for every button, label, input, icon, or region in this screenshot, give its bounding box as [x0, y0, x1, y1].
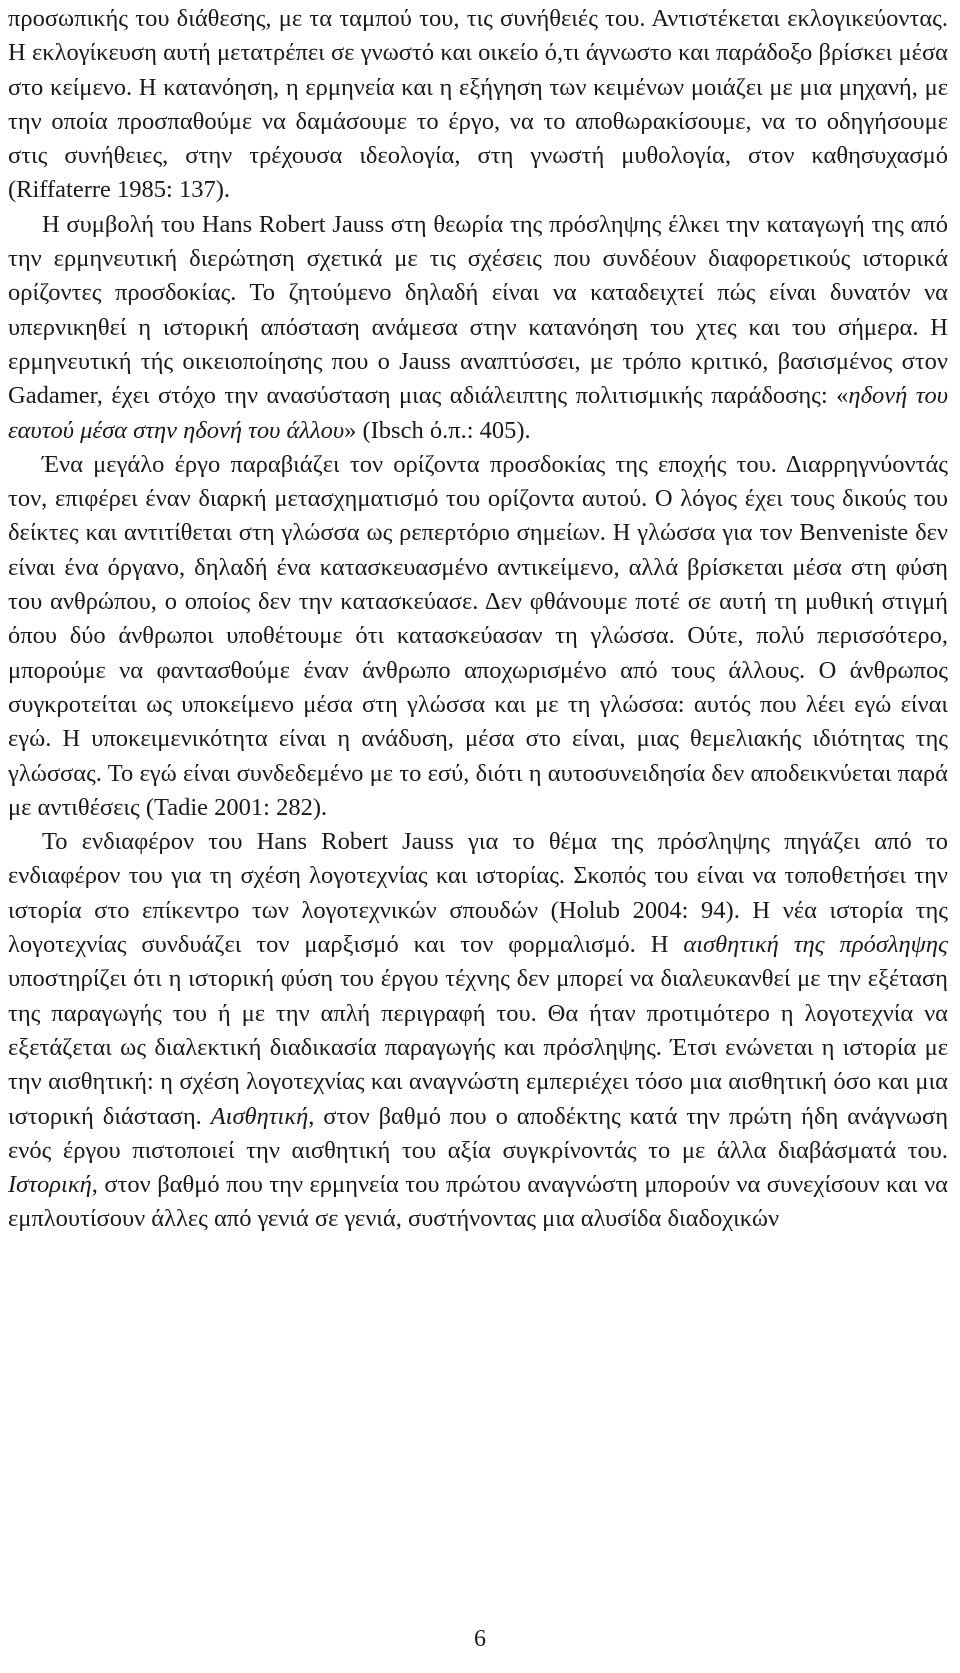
- paragraph-text: , στον βαθμό που ο αποδέκτης κατά την πρώτη ήδη ανάγνωση ενός έργου πιστοποιεί την αισθητική του αξία συγκρίνοντάς το με άλλα διαβάσματά του.: [8, 1102, 949, 1164]
- italic-term: αισθητική της πρόσληψης: [683, 931, 948, 959]
- paragraph-text: Το ενδιαφέρον του Hans Robert Jauss για το θέμα της πρόσληψης πηγάζει από το ενδιαφέρον του για τη σχέση λογοτεχνίας και ιστορίας. Σκοπός του είναι να τοποθετήσει την ιστορία στο επίκεντρο των λογοτεχνικών σπουδών (Holub 2004: 94). Η νέα ιστορία της λογοτεχνίας συνδυάζει τον μαρξισμό και τον φορμαλισμό. Η: [8, 828, 948, 959]
- paragraph-text: υποστηρίζει ότι η ιστορική φύση του έργου τέχνης δεν μπορεί να διαλευκανθεί με την εξέταση της παραγωγής του ή με την απλή περιγραφή του. Θα ήταν προτιμότερο η λογοτεχνία να εξετάζεται ως διαλεκτική διαδικασία παραγωγής και πρόσληψης. Έτσι ενώνεται η ιστορία με την αισθητική: η σχέση λογοτεχνίας και αναγνώστη εμπεριέχει τόσο μια αισθητική όσο και μια ιστορική διάσταση.: [8, 965, 948, 1130]
- italic-term: Αισθητική: [210, 1102, 309, 1130]
- paragraph-text: » (Ibsch ό.π.: 405).: [344, 416, 531, 444]
- page-number: 6: [474, 1626, 486, 1652]
- paragraph-1: [8, 2, 948, 208]
- paragraph-2: [8, 208, 948, 448]
- italic-term: Ιστορική: [8, 1171, 92, 1199]
- paragraph-text: , στον βαθμό που την ερμηνεία του πρώτου αναγνώστη μπορούν να συνεχίσουν και να εμπλουτίσουν άλλες από γενιά σε γενιά, συστήνοντας μια αλυσίδα διαδοχικών: [8, 1171, 948, 1233]
- paragraph-4: [8, 825, 948, 1237]
- paragraph-text: Η συμβολή του Hans Robert Jauss στη θεωρία της πρόσληψης έλκει την καταγωγή της από την ερμηνευτική διερώτηση σχετικά με τις σχέσεις που συνδέουν διαφορετικούς ιστορικά ορίζοντες προσδοκίας. Το ζητούμενο δηλαδή είναι να καταδειχτεί πώς είναι δυνατόν να υπερνικηθεί η ιστορική απόσταση ανάμεσα στην κατανόηση του χτες και του σήμερα. Η ερμηνευτική τής οικειοποίησης που ο Jauss αναπτύσσει, με τρόπο κριτικό, βασισμένος στον Gadamer, έχει στόχο την ανασύσταση μιας αδιάλειπτης πολιτισμικής παράδοσης: «: [8, 210, 948, 410]
- paragraph-3: [8, 448, 948, 825]
- italic-quote: ηδονή του εαυτού μέσα στην ηδονή του άλλου: [8, 382, 948, 444]
- body-text: [8, 2, 948, 1237]
- paragraph-text: προσωπικής του διάθεσης, με τα ταμπού του, τις συνήθειές του. Αντιστέκεται εκλογικεύοντας. Η εκλογίκευση αυτή μετατρέπει σε γνωστό και οικείο ό,τι άγνωστο και παράδοξο βρίσκει μέσα στο κείμενο. Η κατανόηση, η ερμηνεία και η εξήγηση των κειμένων μοιάζει με μια μηχανή, με την οποία προσπαθούμε να δαμάσουμε το έργο, να το αποθωρακίσουμε, να το οδηγήσουμε στις συνήθειες, στην τρέχουσα ιδεολογία, στη γνωστή μυθολογία, στον καθησυχασμό (Riffaterre 1985: 137).: [8, 5, 948, 204]
- paragraph-text: Ένα μεγάλο έργο παραβιάζει τον ορίζοντα προσδοκίας της εποχής του. Διαρρηγνύοντάς τον, επιφέρει έναν διαρκή μετασχηματισμό του ορίζοντα αυτού. Ο λόγος έχει τους δικούς του δείκτες και αντιτίθεται στη γλώσσα ως ρεπερτόριο σημείων. Η γλώσσα για τον Benveniste δεν είναι ένα όργανο, δηλαδή ένα κατασκευασμένο αντικείμενο, αλλά βρίσκεται μέσα στη φύση του ανθρώπου, ο οποίος δεν την κατασκεύασε. Δεν φθάνουμε ποτέ σε αυτή τη μυθική στιγμή όπου δύο άνθρωποι υποθέτουμε ότι κατασκεύασαν τη γλώσσα. Ούτε, πολύ περισσότερο, μπορούμε να φαντασθούμε έναν άνθρωπο αποχωρισμένο από τους άλλους. Ο άνθρωπος συγκροτείται ως υποκείμενο μέσα στη γλώσσα και με τη γλώσσα: αυτός που λέει εγώ είναι εγώ. Η υποκειμενικότητα είναι η ανάδυση, μέσα στο είναι, μιας θεμελιακής ιδιότητας της γλώσσας. Το εγώ είναι συνδεδεμένο με το εσύ, διότι η αυτοσυνειδησία δεν αποδεικνύεται παρά με αντιθέσεις (Tadie 2001: 282).: [8, 450, 948, 821]
